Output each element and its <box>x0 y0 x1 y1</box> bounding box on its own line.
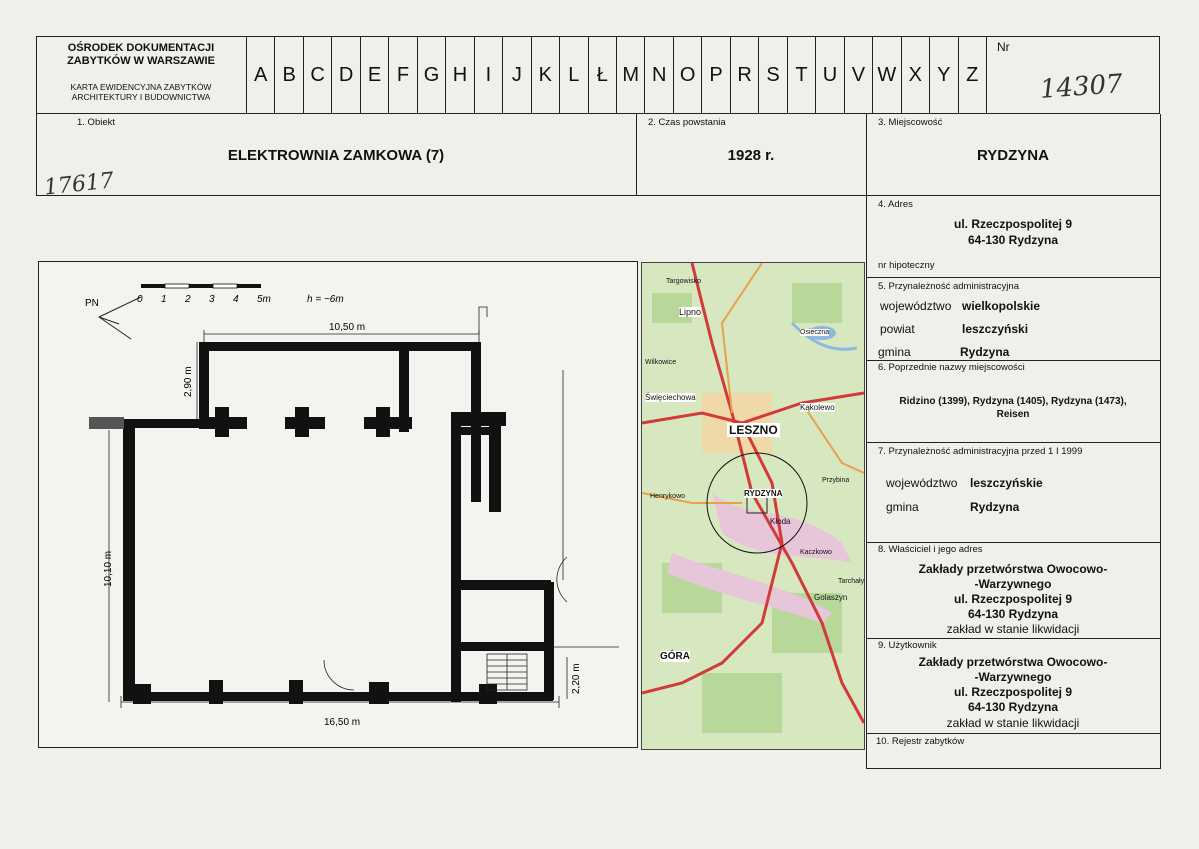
wlasciciel-label: 8. Właściciel i jego adres <box>878 544 983 555</box>
card-type <box>36 82 246 102</box>
letter-17: R <box>730 36 758 114</box>
right-border <box>1160 114 1161 769</box>
r-line-9 <box>866 638 1160 639</box>
letter-11: L <box>559 36 587 114</box>
uzytkownik-line4: 64-130 Rydzyna <box>967 700 1059 714</box>
nr-divider <box>986 36 987 114</box>
institution-line1: OŚRODEK DOKUMENTACJI <box>67 42 215 54</box>
rejestr-label: 10. Rejestr zabytków <box>876 736 965 747</box>
map-place-targowisko: Targowisko <box>666 278 702 285</box>
poprzednie-line1: Ridzino (1399), Rydzyna (1405), Rydzyna (1473), <box>899 396 1127 407</box>
map-place-lipno: Lipno <box>679 307 702 317</box>
czas-value: 1928 r. <box>727 147 775 164</box>
letter-22: W <box>872 36 900 114</box>
przed1999-woj-label: województwo <box>886 476 958 490</box>
letter-3: D <box>331 36 359 114</box>
uzytkownik-line5: zakład w stanie likwidacji <box>946 716 1080 730</box>
wlasciciel-line5: zakład w stanie likwidacji <box>946 622 1080 636</box>
letter-1: B <box>274 36 302 114</box>
wojewodztwo-label: województwo <box>880 299 952 313</box>
nr-label: Nr <box>997 40 1010 54</box>
scale-tick-4: 4 <box>233 294 239 305</box>
r-line-7 <box>866 442 1160 443</box>
przed1999-woj-value: leszczyńskie <box>970 476 1043 490</box>
letter-10: K <box>531 36 559 114</box>
institution-block <box>36 36 246 114</box>
floor-plan-drawing <box>39 262 636 746</box>
letter-5: F <box>388 36 416 114</box>
dim-bottom: 16,50 m <box>324 717 361 728</box>
wlasciciel-line3: ul. Rzeczpospolitej 9 <box>953 592 1073 606</box>
letter-0: A <box>246 36 274 114</box>
r-bottom-line <box>866 768 1160 769</box>
przed1999-gmina-value: Rydzyna <box>970 500 1020 514</box>
r-line-adres-top <box>866 195 1160 196</box>
powiat-value: leszczyński <box>962 322 1029 336</box>
r-line-6 <box>866 360 1160 361</box>
map-place-henrykowo: Henrykowo <box>650 493 686 500</box>
map-drawing <box>642 263 864 749</box>
r-line-8 <box>866 542 1160 543</box>
letter-24: Y <box>929 36 957 114</box>
location-map <box>641 262 865 750</box>
map-place-leszno: LESZNO <box>729 423 778 437</box>
wlasciciel-line2: -Warzywnego <box>974 577 1052 591</box>
scale-bar <box>141 284 261 288</box>
przed1999-label: 7. Przynależność administracyjna przed 1 I 1999 <box>878 446 1083 457</box>
przynaleznosc-label: 5. Przynależność administracyjna <box>878 281 1019 292</box>
letter-8: I <box>474 36 502 114</box>
poprzednie-label: 6. Poprzednie nazwy miejscowości <box>878 362 1025 373</box>
miejscowosc-value: RYDZYNA <box>977 147 1049 164</box>
r-line-10 <box>866 733 1160 734</box>
obiekt-value: ELEKTROWNIA ZAMKOWA (7) <box>227 147 445 164</box>
letter-18: S <box>758 36 786 114</box>
map-place-tarchaly: Tarchały <box>838 578 865 585</box>
letter-16: P <box>701 36 729 114</box>
letter-15: O <box>673 36 701 114</box>
scale-tick-3: 3 <box>209 294 215 305</box>
letter-12: Ł <box>588 36 616 114</box>
wlasciciel-line1: Zakłady przetwórstwa Owocowo- <box>918 562 1108 576</box>
letter-7: H <box>445 36 473 114</box>
wojewodztwo-value: wielkopolskie <box>962 299 1041 313</box>
letter-20: U <box>815 36 843 114</box>
institution-name <box>36 42 246 68</box>
adres-line1: ul. Rzeczpospolitej 9 <box>953 217 1073 231</box>
letter-23: X <box>901 36 929 114</box>
row1-bottom-line-left <box>36 195 866 196</box>
institution-line2: ZABYTKÓW W WARSZAWIE <box>67 55 215 67</box>
card-type-line2: ARCHITEKTURY I BUDOWNICTWA <box>71 92 211 102</box>
dim-side-small: 2,90 m <box>183 366 194 397</box>
adres-label: 4. Adres <box>878 199 913 210</box>
side-note: 17617 <box>42 168 116 201</box>
north-arrow-icon <box>99 297 141 339</box>
scale-tick-5: 5m <box>257 294 271 305</box>
scale-tick-1: 1 <box>161 294 167 305</box>
scale-ratio: h = ~6m <box>307 294 344 305</box>
uzytkownik-label: 9. Użytkownik <box>878 640 937 651</box>
wall-stub-left <box>89 417 124 429</box>
czas-label: 2. Czas powstania <box>648 117 726 128</box>
map-place-przybina: Przybina <box>822 477 850 484</box>
dim-top: 10,50 m <box>329 322 366 333</box>
adres-line2: 64-130 Rydzyna <box>967 233 1059 247</box>
poprzednie-line2: Reisen <box>996 409 1030 420</box>
uzytkownik-line3: ul. Rzeczpospolitej 9 <box>953 685 1073 699</box>
dim-left: 10,10 m <box>103 550 114 587</box>
scale-tick-0: 0 <box>137 294 143 305</box>
map-place-gora: GÓRA <box>660 651 690 662</box>
nr-value: 14307 <box>1039 69 1124 105</box>
scale-tick-2: 2 <box>185 294 191 305</box>
letter-14: N <box>644 36 672 114</box>
uzytkownik-line2: -Warzywnego <box>974 670 1052 684</box>
uzytkownik-line1: Zakłady przetwórstwa Owocowo- <box>918 655 1108 669</box>
map-place-golaszyn: Golaszyn <box>814 593 848 602</box>
powiat-label: powiat <box>880 322 915 336</box>
letter-6: G <box>417 36 445 114</box>
letter-9: J <box>502 36 530 114</box>
letter-19: T <box>787 36 815 114</box>
hipoteczny-label: nr hipoteczny <box>878 260 935 271</box>
card-type-line1: KARTA EWIDENCYJNA ZABYTKÓW <box>70 82 212 92</box>
miejscowosc-label: 3. Miejscowość <box>878 117 943 128</box>
letter-2: C <box>303 36 331 114</box>
r-line-5 <box>866 277 1160 278</box>
dim-right-small: 2,20 m <box>571 663 582 694</box>
map-place-klod: Kłoda <box>770 517 791 526</box>
wlasciciel-line4: 64-130 Rydzyna <box>967 607 1059 621</box>
map-place-kakolewo: Kąkolewo <box>800 403 835 412</box>
map-place-kaczkowo: Kaczkowo <box>800 549 832 556</box>
letter-21: V <box>844 36 872 114</box>
przed1999-gmina-label: gmina <box>886 500 919 514</box>
map-place-swieciechowa: Święciechowa <box>645 393 696 402</box>
map-place-osieczna: Osieczna <box>800 329 830 336</box>
gmina-value: Rydzyna <box>960 345 1010 359</box>
gmina-label: gmina <box>878 345 911 359</box>
letter-13: M <box>616 36 644 114</box>
letter-25: Z <box>958 36 986 114</box>
letter-4: E <box>360 36 388 114</box>
map-place-rydzyna: RYDZYNA <box>744 489 783 498</box>
obiekt-label: 1. Obiekt <box>77 117 116 128</box>
north-label: PN <box>85 298 99 309</box>
floor-plan-panel <box>38 261 638 748</box>
map-place-wilkowice: Wilkowice <box>645 359 677 366</box>
